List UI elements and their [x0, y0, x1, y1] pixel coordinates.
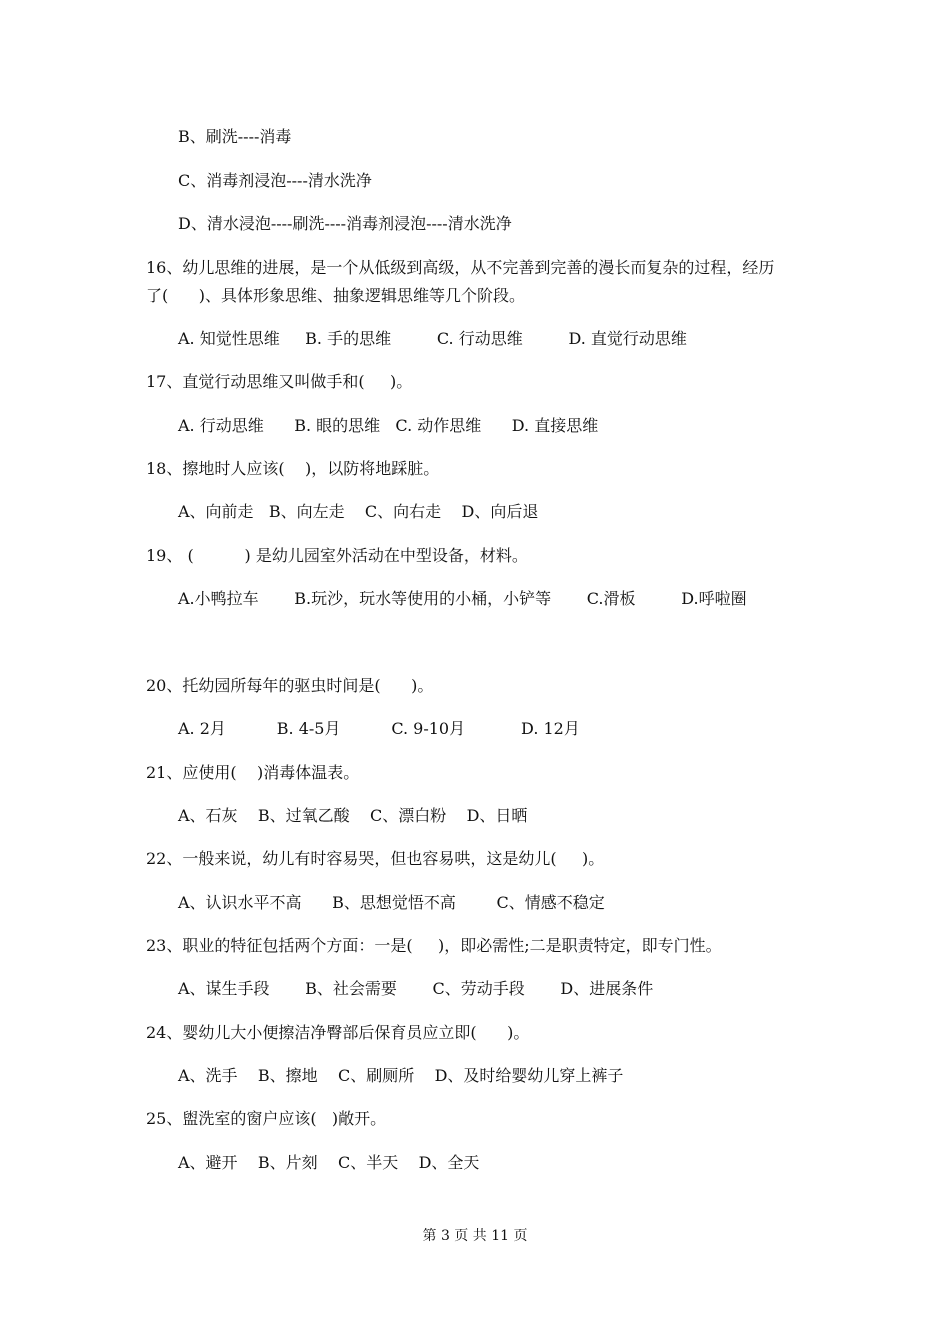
q22-question: 22、一般来说，幼儿有时容易哭，但也容易哄，这是幼儿( )。: [146, 849, 605, 868]
q25-options: A、避开 B、片刻 C、半天 D、全天: [178, 1153, 480, 1172]
q15-option-b: B、刷洗----消毒: [178, 127, 292, 146]
q21-question: 21、应使用( )消毒体温表。: [146, 763, 360, 782]
q23-options: A、谋生手段 B、社会需要 C、劳动手段 D、进展条件: [178, 979, 654, 998]
page-footer: 第 3 页 共 11 页: [422, 1228, 528, 1244]
q24-question: 24、婴幼儿大小便擦洁净臀部后保育员应立即( )。: [146, 1023, 530, 1042]
q18-question: 18、擦地时人应该( )，以防将地踩脏。: [146, 459, 440, 478]
q21-options: A、石灰 B、过氧乙酸 C、漂白粉 D、日晒: [178, 806, 528, 825]
q19-question: 19、 ( ) 是幼儿园室外活动在中型设备，材料。: [146, 546, 528, 565]
q16-question-continued: 了( )、具体形象思维、抽象逻辑思维等几个阶段。: [146, 286, 526, 305]
q23-question: 23、职业的特征包括两个方面：一是( )，即必需性;二是职责特定，即专门性。: [146, 936, 722, 955]
q17-options: A. 行动思维 B. 眼的思维 C. 动作思维 D. 直接思维: [178, 416, 599, 435]
q16-question: 16、幼儿思维的进展，是一个从低级到高级，从不完善到完善的漫长而复杂的过程，经历: [146, 258, 775, 277]
q15-option-d: D、清水浸泡----刷洗----消毒剂浸泡----清水洗净: [178, 214, 512, 233]
q18-options: A、向前走 B、向左走 C、向右走 D、向后退: [178, 502, 539, 521]
q20-options: A. 2月 B. 4-5月 C. 9-10月 D. 12月: [178, 719, 580, 738]
q25-question: 25、盥洗室的窗户应该( )敞开。: [146, 1109, 387, 1128]
q15-option-c: C、消毒剂浸泡----清水洗净: [178, 171, 372, 190]
q17-question: 17、直觉行动思维又叫做手和( )。: [146, 372, 413, 391]
q19-options: A.小鸭拉车 B.玩沙，玩水等使用的小桶，小铲等 C.滑板 D.呼啦圈: [178, 589, 747, 608]
q22-options: A、认识水平不高 B、思想觉悟不高 C、情感不稳定: [178, 893, 605, 912]
q16-options: A. 知觉性思维 B. 手的思维 C. 行动思维 D. 直觉行动思维: [178, 329, 687, 348]
q20-question: 20、托幼园所每年的驱虫时间是( )。: [146, 676, 434, 695]
q24-options: A、洗手 B、擦地 C、刷厕所 D、及时给婴幼儿穿上裤子: [178, 1066, 624, 1085]
